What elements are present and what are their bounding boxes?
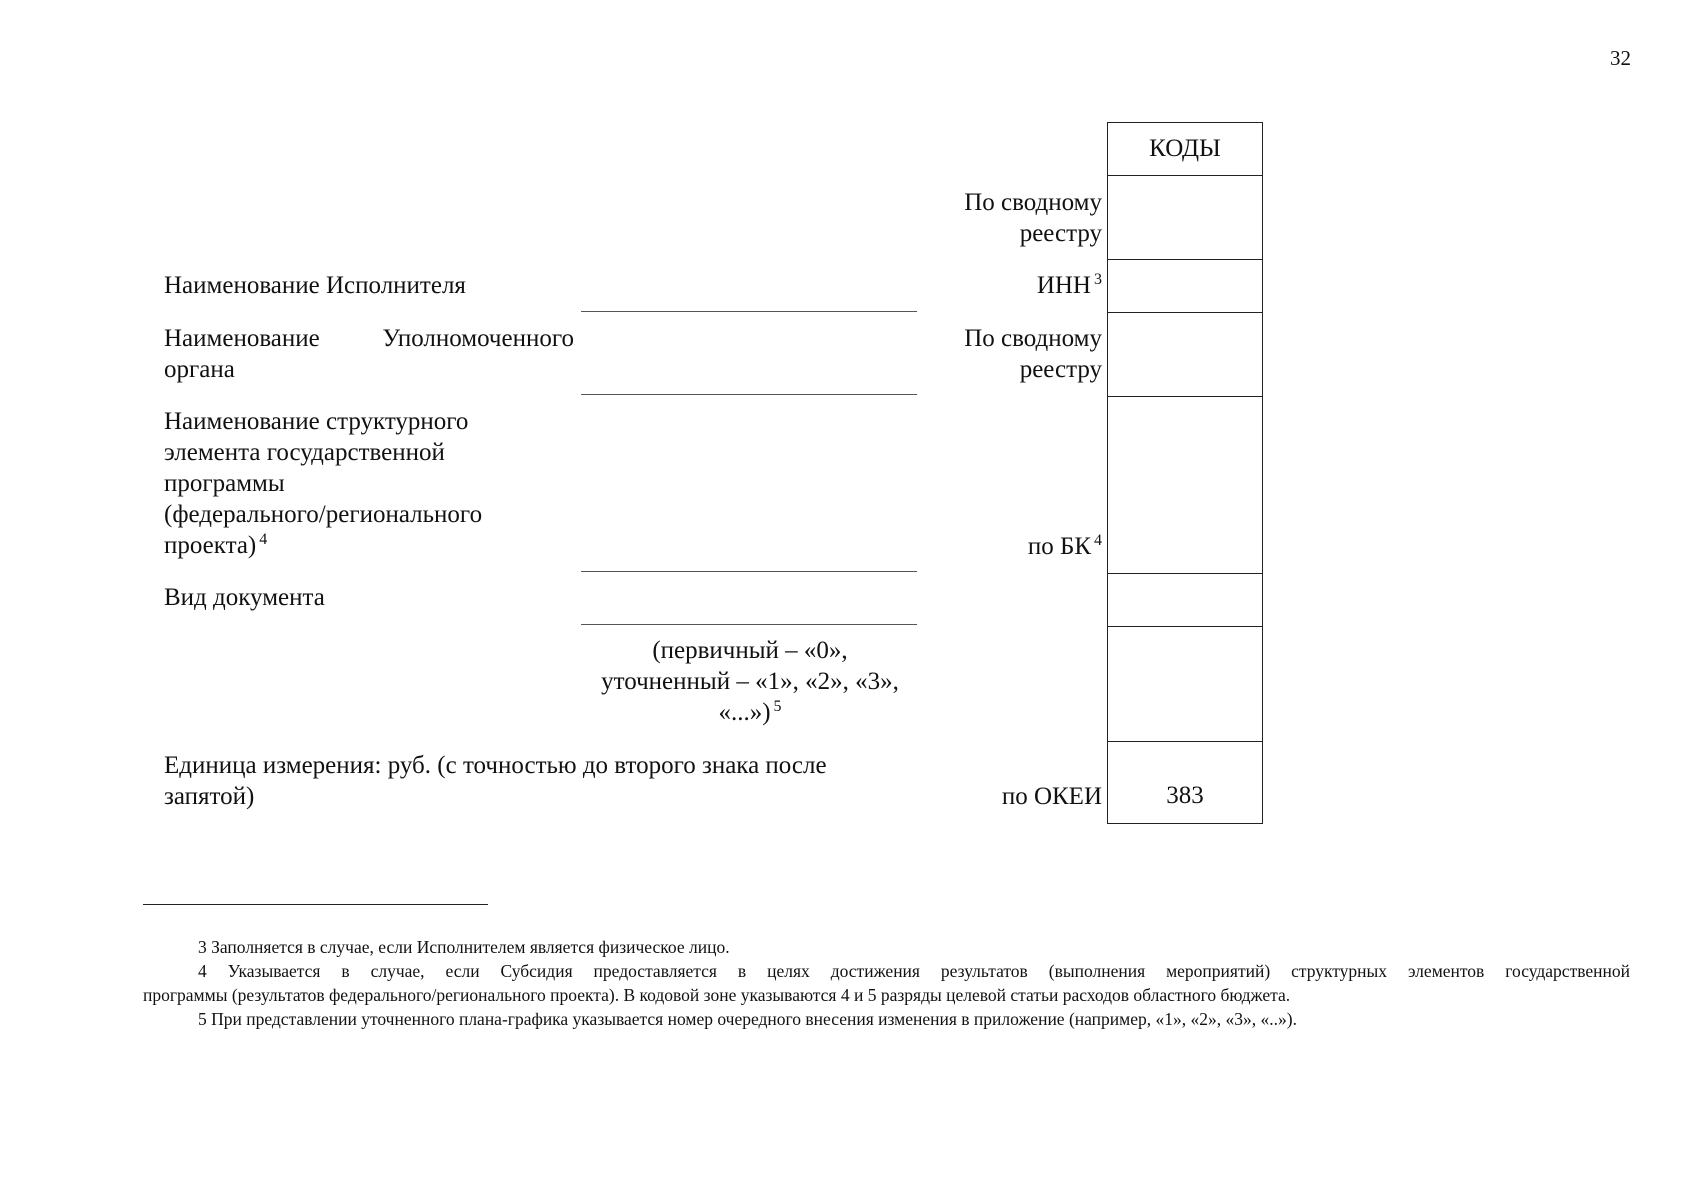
codes-header: КОДЫ (1149, 135, 1221, 162)
footnote-4-line-1: 4 Указывается в случае, если Субсидия предоставляется в целях достижения результатов (выполнения мероприятий) структурных элементов государственной (198, 961, 1630, 981)
codes-cell-okei[interactable] (1108, 741, 1262, 824)
bk-label: по БК $^4$ (1027, 532, 1102, 560)
authority-name-field[interactable] (581, 394, 917, 395)
okei-code-value: 383 (1166, 782, 1204, 809)
page-number: 32 (1610, 46, 1631, 70)
codes-cell-inn[interactable] (1108, 259, 1262, 313)
document-type-hint: (первичный – «0», уточненный – «1», «2», «3», «...») $^5$ (601, 637, 899, 726)
document-type-label: Вид документа (164, 584, 325, 611)
footnote-5: 5 При представлении уточненного плана-графика указывается номер очередного внесения изменения в приложение (например, «1», «2», «3», «..»). (198, 1009, 1297, 1029)
codes-table (1107, 122, 1263, 824)
document-type-field[interactable] (581, 624, 917, 625)
registry-label-2: По сводному реестру (964, 325, 1102, 383)
footnote-3: 3 Заполняется в случае, если Исполнителем является физическое лицо. (198, 937, 730, 957)
codes-cell-doc-type[interactable] (1108, 573, 1262, 627)
structural-element-label: Наименование структурного элемента государственной программы (федерального/регионального проекта) $^4$ (164, 408, 483, 559)
codes-cell-bk[interactable] (1108, 396, 1262, 574)
unit-of-measure-label: Единица измерения: руб. (с точностью до второго знака после запятой) (164, 752, 827, 810)
codes-cell-registry-2[interactable] (1108, 312, 1262, 397)
structural-element-field[interactable] (581, 571, 917, 572)
codes-cell-registry-1[interactable] (1108, 175, 1262, 260)
codes-cell-doc-version[interactable] (1108, 626, 1262, 742)
footnote-4-line-2: программы (результатов федерального/регионального проекта). В кодовой зоне указываются 4 и 5 разряды целевой статьи расходов областного бюджета. (143, 985, 1291, 1005)
inn-label: ИНН $^3$ (1036, 271, 1102, 299)
okei-label: по ОКЕИ (1001, 783, 1102, 810)
registry-label-1: По сводному реестру (964, 189, 1102, 247)
executor-name-label: Наименование Исполнителя (164, 272, 466, 299)
authority-name-label: Наименование Уполномоченного органа (164, 325, 574, 383)
executor-name-field[interactable] (581, 311, 917, 312)
footnote-divider (143, 904, 488, 905)
